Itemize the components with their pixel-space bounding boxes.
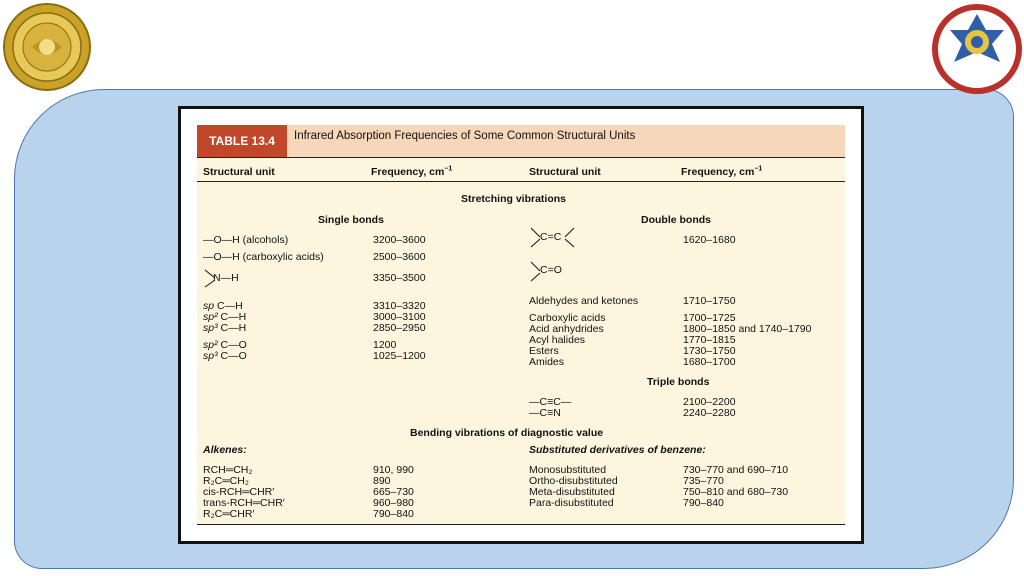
carboxylic-label: Carboxylic acids — [529, 312, 606, 324]
sp2-ch-freq: 3000–3100 — [373, 311, 426, 323]
alkene-row-0-freq: 910, 990 — [373, 464, 414, 476]
benzene-row-0-freq: 730–770 and 690–710 — [683, 464, 789, 476]
double-bonds-header: Double bonds — [641, 214, 711, 226]
nitrile-label: —C≡N — [529, 407, 561, 419]
college-seal-logo — [930, 0, 1024, 94]
alkene-row-4-formula: R₂C═CHR′ — [203, 508, 255, 520]
oh-acids-freq: 2500–3600 — [373, 251, 426, 263]
ir-frequency-table — [197, 125, 845, 525]
acyl-label: Acyl halides — [529, 334, 586, 346]
anhydrides-freq: 1800–1850 and 1740–1790 — [683, 323, 812, 335]
sp3-co-label: sp³ C—O — [203, 350, 247, 362]
benzene-row-1-label: Ortho-disubstituted — [529, 475, 618, 487]
benzene-header: Substituted derivatives of benzene: — [529, 444, 706, 456]
table-header-bar — [197, 125, 845, 157]
esters-freq: 1730–1750 — [683, 345, 736, 357]
sp-ch-freq: 3310–3320 — [373, 300, 426, 312]
nh-freq: 3350–3500 — [373, 272, 426, 284]
alkene-row-1-formula: R₂C═CH₂ — [203, 475, 249, 487]
cc-double-label: C=C — [540, 231, 562, 243]
alkyne-label: —C≡C— — [529, 396, 572, 408]
nitrile-freq: 2240–2280 — [683, 407, 736, 419]
benzene-row-0-label: Monosubstituted — [529, 464, 607, 476]
acyl-freq: 1770–1815 — [683, 334, 736, 346]
alkyne-freq: 2100–2200 — [683, 396, 736, 408]
sp3-co-freq: 1025–1200 — [373, 350, 426, 362]
alkenes-header: Alkenes: — [203, 444, 247, 456]
esters-label: Esters — [529, 345, 559, 357]
alkene-row-4-freq: 790–840 — [373, 508, 414, 520]
sp-ch-label: sp C—H — [203, 300, 243, 312]
section-bending: Bending vibrations of diagnostic value — [410, 427, 604, 439]
aldehydes-label: Aldehydes and ketones — [529, 295, 639, 307]
alkene-row-2-freq: 665–730 — [373, 486, 414, 498]
anhydrides-label: Acid anhydrides — [529, 323, 604, 335]
cc-double-freq: 1620–1680 — [683, 234, 736, 246]
table-image-frame — [178, 106, 864, 544]
sp3-ch-freq: 2850–2950 — [373, 322, 426, 334]
university-seal-logo — [2, 2, 92, 92]
sp3-ch-label: sp³ C—H — [203, 322, 247, 334]
benzene-row-2-freq: 750–810 and 680–730 — [683, 486, 789, 498]
rule-header — [197, 181, 845, 182]
sp2-co-label: sp² C—O — [203, 339, 247, 351]
alkene-row-3-freq: 960–980 — [373, 497, 414, 509]
benzene-row-2-label: Meta-disubstituted — [529, 486, 615, 498]
alkene-row-0-formula: RCH═CH₂ — [203, 464, 253, 476]
col-header-frequency-2: Frequency, $cm^{-1}$ — [681, 165, 763, 178]
col-header-frequency-1: Frequency, $cm^{-1}$ — [371, 165, 453, 178]
triple-bonds-header: Triple bonds — [647, 376, 710, 388]
nh-label: N—H — [213, 272, 239, 284]
alkene-row-3-formula: trans-RCH═CHR′ — [203, 497, 285, 509]
table-title: Infrared Absorption Frequencies of Some Common Structural Units — [294, 130, 636, 142]
benzene-row-1-freq: 735–770 — [683, 475, 724, 487]
benzene-row-3-freq: 790–840 — [683, 497, 724, 509]
sp2-co-freq: 1200 — [373, 339, 397, 351]
oh-alcohols-label: —O—H (alcohols) — [203, 234, 289, 246]
rule-bottom — [197, 524, 845, 525]
table-number: TABLE 13.4 — [197, 125, 287, 157]
rule-top — [197, 157, 845, 158]
co-double-label: C=O — [540, 264, 562, 276]
col-header-structural-unit-2: Structural unit — [529, 166, 601, 178]
alkene-row-2-formula: cis-RCH═CHR′ — [203, 486, 275, 498]
oh-acids-label: —O—H (carboxylic acids) — [203, 251, 324, 263]
oh-alcohols-freq: 3200–3600 — [373, 234, 426, 246]
carboxylic-freq: 1700–1725 — [683, 312, 736, 324]
col-header-structural-unit-1: Structural unit — [203, 166, 275, 178]
alkene-row-1-freq: 890 — [373, 475, 391, 487]
single-bonds-header: Single bonds — [318, 214, 384, 226]
amides-label: Amides — [529, 356, 565, 368]
sp2-ch-label: sp² C—H — [203, 311, 247, 323]
benzene-row-3-label: Para-disubstituted — [529, 497, 614, 509]
amides-freq: 1680–1700 — [683, 356, 736, 368]
section-stretching: Stretching vibrations — [461, 193, 567, 205]
aldehydes-freq: 1710–1750 — [683, 295, 736, 307]
